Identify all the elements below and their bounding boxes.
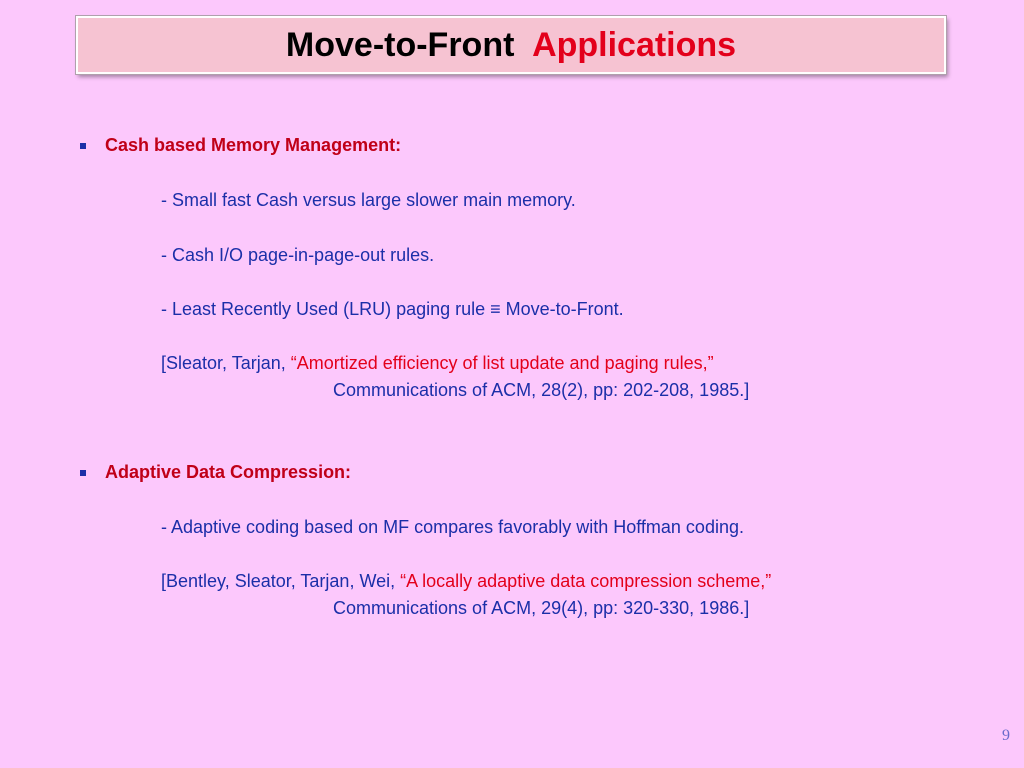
citation-line [161,571,771,592]
citation-line [161,353,714,374]
body-line: - Adaptive coding based on MF compares favorably with Hoffman coding. [161,517,744,537]
section-heading-label: Adaptive Data Compression: [105,462,352,482]
body-line: - Least Recently Used (LRU) paging rule ≡ Move-to-Front. [161,299,624,319]
section-heading-memory [80,135,401,156]
citation-title: “Amortized efficiency of list update and paging rules,” [290,353,714,373]
section-heading-label: Cash based Memory Management: [105,135,402,155]
citation-title: “A locally adaptive data compression scheme,” [400,571,772,591]
citation-authors: [Sleator, Tarjan, [161,353,291,373]
body-line: - Small fast Cash versus large slower main memory. [161,190,576,210]
citation-venue: Communications of ACM, 28(2), pp: 202-208, 1985.] [333,380,750,400]
body-line: - Cash I/O page-in-page-out rules. [161,245,435,265]
citation-venue: Communications of ACM, 29(4), pp: 320-330, 1986.] [333,598,750,618]
slide-title [286,26,736,65]
title-part-1: Move-to-Front [285,25,515,64]
page-number: 9 [1002,727,1010,744]
bullet-square-icon [80,470,86,476]
bullet-square-icon [80,143,86,149]
citation-authors: [Bentley, Sleator, Tarjan, Wei, [161,571,401,591]
section-heading-compression [80,462,351,483]
title-box [76,16,946,74]
title-part-2: Applications [532,25,737,64]
